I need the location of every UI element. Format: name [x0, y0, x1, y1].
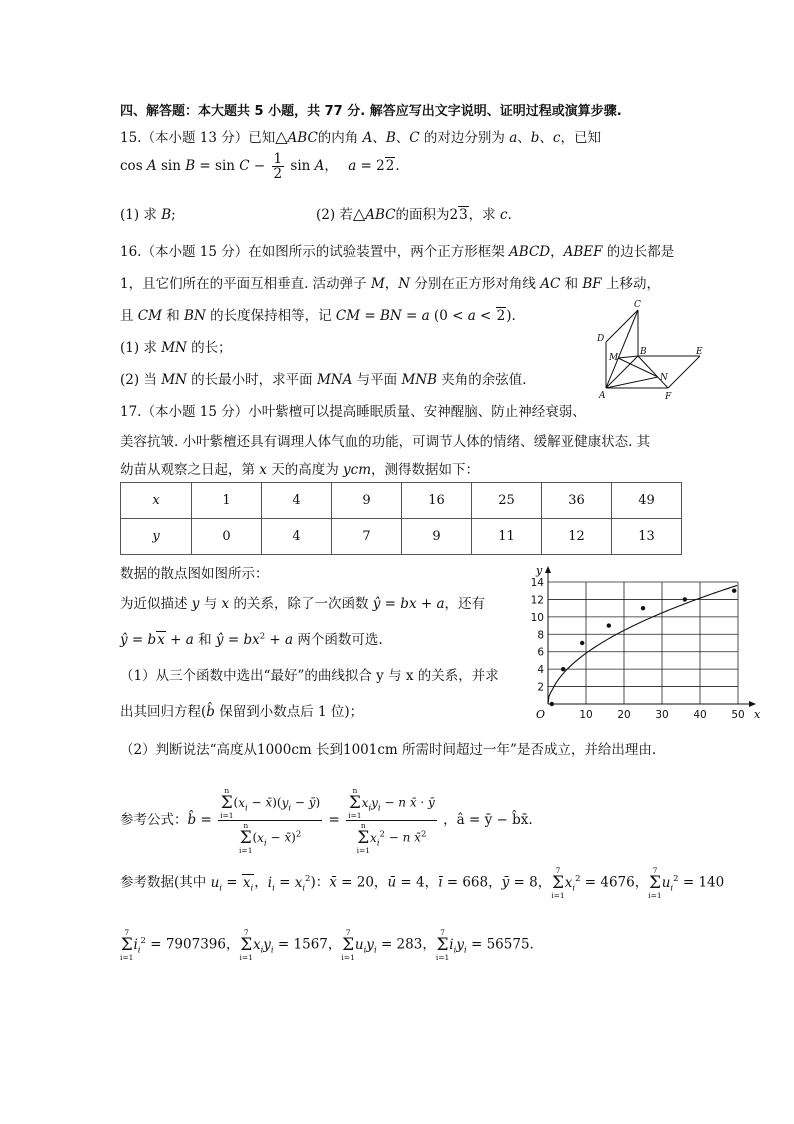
y-axis-label: y — [536, 564, 543, 577]
q17-line3: 幼苗从观察之日起，第 x 天的高度为 ycm，测得数据如下： — [120, 462, 480, 478]
q17-part1b: 出其回归方程(b̂ 保留到小数点后 1 位)； — [120, 704, 364, 720]
label-C: C — [634, 300, 641, 310]
q15-equation: cos A sin B = sin C − $\frac{1}{2}$ sin A， a = 22. — [120, 151, 400, 182]
data-point — [641, 606, 645, 610]
y-tick-label: 14 — [530, 577, 544, 589]
refdata-line2: 7 Σ $i=1i_i^2 = 7907396$，7 Σ $i=1x_iy_i = 1567$，7 Σ $i=1u_iy_i = 283$，7 Σ $i=1i_iy_i = 56575$. — [120, 928, 534, 962]
q16-part2: (2) 当 MN 的长最小时，求平面 MNA 与平面 MNB 夹角的余弦值. — [120, 372, 527, 388]
scatter-chart — [528, 552, 768, 722]
table-cell: 25 — [472, 483, 542, 519]
edge-EF — [668, 356, 700, 388]
q17-line2: 美容抗皱. 小叶紫檀还具有调理人体气血的功能，可调节人体的情绪、缓解亚健康状态. 其 — [120, 434, 651, 450]
y-tick-label: 4 — [537, 664, 544, 677]
table-cell: 16 — [402, 483, 472, 519]
x-axis-arrow — [749, 701, 756, 707]
table-cell: 9 — [332, 483, 402, 519]
table-row-x — [121, 483, 682, 519]
table-cell: 13 — [612, 519, 682, 555]
edge-BF — [638, 356, 668, 388]
chart-axes — [545, 566, 756, 707]
edge-AC — [606, 310, 638, 388]
y-tick-label: 8 — [537, 629, 544, 642]
fraction-one-half: $\frac{1}{2}$ — [273, 151, 283, 182]
table-cell: 9 — [402, 519, 472, 555]
label-E: E — [696, 347, 703, 357]
data-point — [580, 641, 584, 645]
label-D: D — [597, 334, 605, 344]
table-cell: 36 — [542, 483, 612, 519]
chart-grid — [548, 582, 738, 704]
table-cell: 0 — [192, 519, 262, 555]
y-tick-label: 6 — [537, 646, 544, 659]
refdata-line1: 参考数据(其中 $u_i = x_i$，$i_i = x_i^2$)：x̄ = 20，ū = 4，ī = 668，ȳ = 8，7 Σ $i=1x_i^2 = 4676$，7 Σ $i=1u_i^2 = 140$ — [120, 866, 725, 900]
q16-geometry-figure — [592, 296, 712, 402]
y-axis-arrow — [545, 566, 551, 573]
y-tick-label: 2 — [537, 681, 544, 694]
table-cell: 11 — [472, 519, 542, 555]
table-cell: 4 — [262, 483, 332, 519]
data-point — [732, 589, 736, 593]
edge-AN — [606, 377, 658, 388]
table-cell: 49 — [612, 483, 682, 519]
label-M: M — [609, 353, 619, 363]
table-cell: 4 — [262, 519, 332, 555]
section-header: 四、解答题：本大题共 5 小题，共 77 分. 解答应写出文字说明、证明过程或演算步骤. — [120, 104, 622, 119]
q17-part2: （2）判断说法“高度从1000cm 长到1001cm 所需时间超过一年”是否成立，并给出理由. — [120, 742, 657, 758]
scatter-intro: 数据的散点图如图所示： — [120, 566, 269, 582]
q17-line1: 17.（本小题 15 分）小叶紫檀可以提高睡眠质量、安神醒脑、防止神经衰弱、 — [120, 404, 586, 420]
origin-label: O — [536, 708, 546, 721]
y-tick-label: 10 — [530, 611, 544, 624]
x-tick-label: 40 — [693, 709, 707, 721]
x-tick-label: 20 — [617, 709, 631, 721]
q17-data-table — [120, 482, 682, 555]
y-tick-label: 12 — [530, 594, 544, 607]
x-tick-label: 50 — [731, 709, 745, 721]
data-point — [683, 597, 687, 601]
q17-desc2: ŷ = bx + a 和 ŷ = $bx^2 + a$ 两个函数可选. — [120, 631, 383, 648]
q16-line3: 且 CM 和 BN 的长度保持相等，记 CM = BN = a (0 < a < 2). — [120, 308, 516, 324]
x-tick-label: 10 — [579, 709, 593, 721]
label-B: B — [640, 347, 647, 357]
edge-MN — [618, 358, 658, 377]
q17-part1a: （1）从三个函数中选出“最好”的曲线拟合 y 与 x 的关系，并求 — [120, 668, 499, 684]
table-cell: 1 — [192, 483, 262, 519]
x-axis-label: x — [754, 708, 761, 721]
x-tick-label: 30 — [655, 709, 669, 721]
label-F: F — [665, 392, 672, 402]
formula-block: 参考公式：b̂ = n Σ $i=1(x_i$ − $x̄)(y_i$ − ȳ) n Σ $i=1(x_i$ − x̄)$^2$ = n Σ $i=1x_iy_i - n$ x̄ · ȳ n Σ $i=1x_i^2 - n$ x̄$^2$ ，â = ȳ − b̂x̄. — [120, 786, 533, 855]
edge-DC — [606, 310, 638, 342]
chart-tick-labels — [531, 577, 745, 721]
table-cell: 12 — [542, 519, 612, 555]
data-point — [561, 667, 565, 671]
q17-desc1: 为近似描述 y 与 x 的关系，除了一次函数 ŷ = bx + a，还有 — [120, 596, 486, 612]
q15-part2: (2) 若△ABC的面积为23，求 c. — [316, 204, 512, 223]
q15-part1: (1) 求 B; — [120, 207, 176, 223]
data-point — [607, 623, 611, 627]
edge-MB — [618, 356, 638, 358]
label-N: N — [660, 373, 668, 383]
chart-points — [550, 589, 737, 707]
table-header-y: y — [121, 519, 192, 555]
data-point — [550, 702, 554, 706]
q16-part1: (1) 求 MN 的长； — [120, 340, 232, 356]
q15-line1: 15.（本小题 13 分）已知△ABC的内角 A、B、C 的对边分别为 a、b、c，已知 — [120, 127, 601, 146]
q16-line1: 16.（本小题 15 分）在如图所示的试验装置中，两个正方形框架 ABCD，ABEF 的边长都是 — [120, 244, 675, 260]
table-header-x: x — [121, 483, 192, 519]
table-row-y — [121, 519, 682, 555]
label-A: A — [599, 391, 606, 401]
table-cell: 7 — [332, 519, 402, 555]
q16-line2: 1，且它们所在的平面互相垂直. 活动弹子 M，N 分别在正方形对角线 AC 和 BF 上移动， — [120, 276, 660, 292]
